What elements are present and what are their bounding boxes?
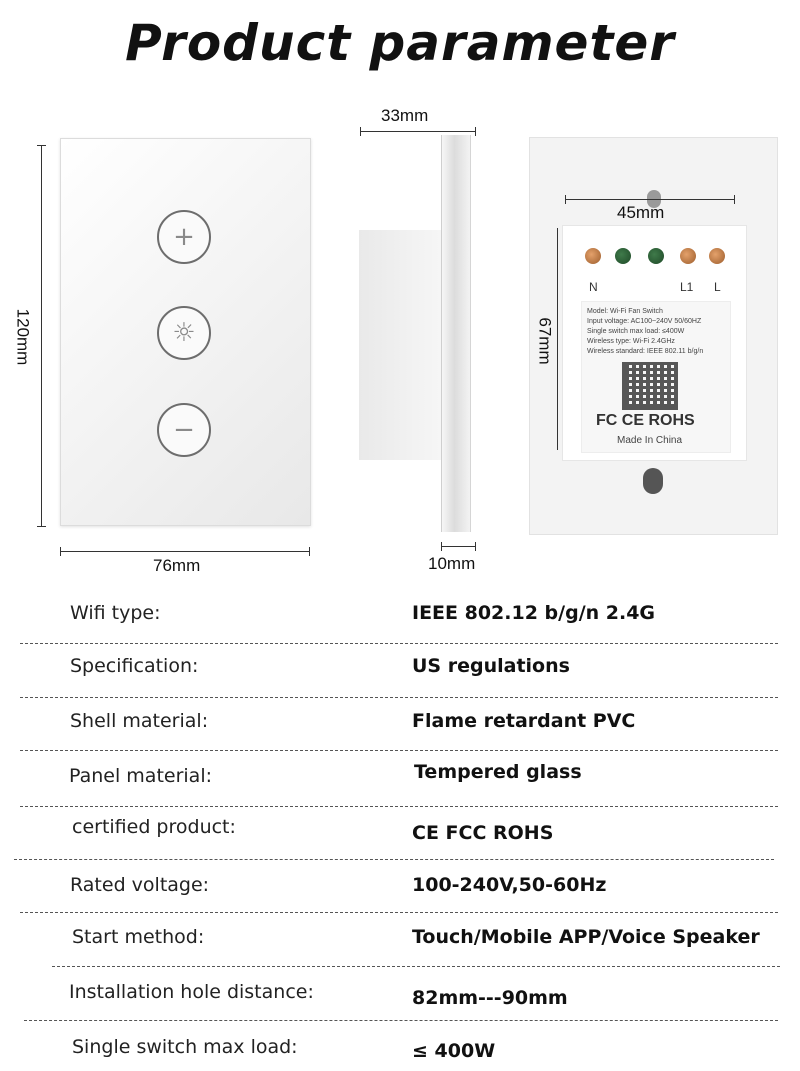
- back-screw-slot: [643, 468, 663, 494]
- side-body: [359, 230, 441, 460]
- table-row: [0, 979, 800, 1019]
- param-value: IEEE 802.12 b/g/n 2.4G: [412, 602, 656, 624]
- dimension-tick: [309, 547, 310, 556]
- param-label: Single switch max load:: [72, 1036, 298, 1058]
- param-value: Tempered glass: [414, 761, 582, 783]
- row-divider: [20, 697, 778, 698]
- terminal-copper: [680, 248, 696, 264]
- light-bulb-icon: ☼: [157, 306, 211, 360]
- row-divider: [20, 806, 778, 807]
- certification-marks: FC CE ROHS: [596, 412, 695, 429]
- sticker-line: Wireless type: Wi-Fi 2.4GHz: [587, 338, 675, 345]
- table-row: [0, 761, 800, 801]
- param-label: Rated voltage:: [70, 874, 210, 896]
- param-label: Wifi type:: [70, 602, 161, 624]
- row-divider: [14, 859, 774, 860]
- side-view-image: [359, 135, 479, 535]
- side-plate: [441, 135, 471, 532]
- table-row: [0, 651, 800, 691]
- table-row: [0, 1034, 800, 1071]
- height-dimension-line: [41, 145, 42, 527]
- terminal-label-l: L: [714, 280, 721, 294]
- table-row: [0, 922, 800, 962]
- dimension-tick: [734, 195, 735, 204]
- sticker-line: Wireless standard: IEEE 802.11 b/g/n: [587, 348, 704, 355]
- thickness-dimension-line: [441, 546, 476, 547]
- dimension-tick: [441, 542, 442, 551]
- param-value: Touch/Mobile APP/Voice Speaker: [412, 926, 760, 948]
- param-value: US regulations: [412, 655, 570, 677]
- sticker-line: Single switch max load: ≤400W: [587, 328, 685, 335]
- terminal-label-n: N: [589, 280, 598, 294]
- product-illustration: [0, 95, 800, 595]
- terminal-green: [648, 248, 664, 264]
- param-value: CE FCC ROHS: [412, 822, 554, 844]
- row-divider: [20, 643, 778, 644]
- terminal-green: [615, 248, 631, 264]
- terminal-label-l1: L1: [680, 280, 694, 294]
- param-label: certified product:: [72, 816, 236, 838]
- param-value: 82mm---90mm: [412, 987, 568, 1009]
- qr-code: [622, 362, 678, 410]
- height-label: 120mm: [13, 308, 33, 366]
- sticker-line: Input voltage: AC100~240V 50/60HZ: [587, 318, 702, 325]
- table-row: [0, 814, 800, 854]
- terminal-copper: [709, 248, 725, 264]
- width-dimension-line: [60, 551, 310, 552]
- table-row: [0, 706, 800, 746]
- depth-label: 33mm: [381, 106, 429, 125]
- dimension-tick: [60, 547, 61, 556]
- made-in-label: Made In China: [617, 435, 683, 446]
- param-value: Flame retardant PVC: [412, 710, 636, 732]
- table-row: [0, 870, 800, 910]
- row-divider: [20, 750, 778, 751]
- back-height-label: 67mm: [535, 317, 555, 365]
- terminal-copper: [585, 248, 601, 264]
- row-divider: [20, 912, 778, 913]
- back-module: [562, 225, 747, 461]
- width-label: 76mm: [153, 556, 201, 575]
- param-label: Specification:: [70, 655, 199, 677]
- dimension-tick: [37, 526, 46, 527]
- dimension-tick: [475, 542, 476, 551]
- front-panel-image: [60, 138, 311, 526]
- param-label: Panel material:: [69, 765, 213, 787]
- thickness-label: 10mm: [428, 554, 476, 573]
- back-panel-image: [529, 137, 778, 535]
- spec-sticker: [581, 301, 731, 453]
- dimension-tick: [565, 195, 566, 204]
- dimension-tick: [37, 145, 46, 146]
- minus-icon: −: [157, 403, 211, 457]
- row-divider: [52, 966, 780, 967]
- back-height-dimension-line: [557, 228, 558, 450]
- param-label: Start method:: [72, 926, 205, 948]
- param-label: Shell material:: [70, 710, 209, 732]
- plus-icon: +: [157, 210, 211, 264]
- depth-dimension-line: [360, 131, 476, 132]
- param-label: Installation hole distance:: [69, 981, 314, 1003]
- param-value: ≤ 400W: [412, 1040, 496, 1062]
- param-value: 100-240V,50-60Hz: [412, 874, 607, 896]
- back-width-label: 45mm: [617, 203, 665, 222]
- sticker-line: Model: Wi-Fi Fan Switch: [587, 308, 663, 315]
- back-width-dimension-line: [565, 199, 735, 200]
- page-title: Product parameter: [125, 14, 675, 72]
- row-divider: [24, 1020, 778, 1021]
- table-row: [0, 598, 800, 638]
